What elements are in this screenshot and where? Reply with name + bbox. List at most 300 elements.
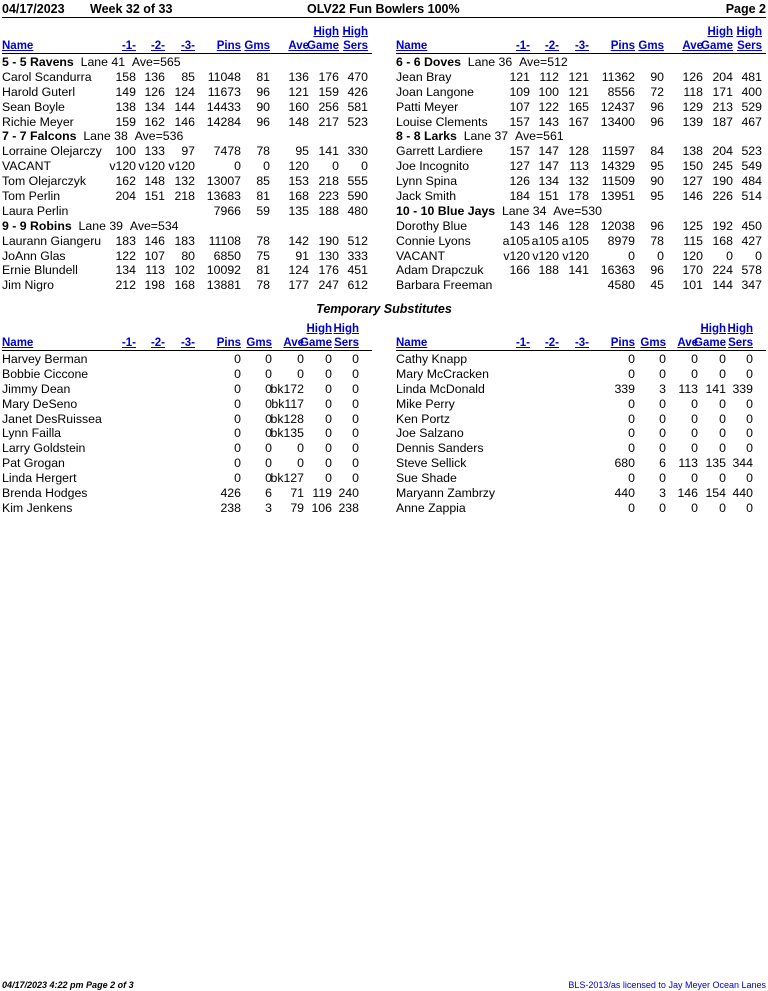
average: 0 xyxy=(691,411,698,426)
col-high-game-top: High xyxy=(700,323,726,335)
bowler-name: Dorothy Blue xyxy=(396,218,468,233)
bowler-name: Tom Olejarczyk xyxy=(2,174,87,189)
high-game: 192 xyxy=(712,218,733,233)
bowler-name: Harvey Berman xyxy=(2,352,88,366)
total-pins: 8556 xyxy=(607,84,635,99)
bowler-name: Kim Jenkens xyxy=(2,500,73,515)
games-played: 0 xyxy=(659,396,666,411)
high-game: 0 xyxy=(726,248,733,263)
average: 136 xyxy=(288,69,309,84)
high-series: 0 xyxy=(352,456,359,471)
high-game: 141 xyxy=(318,144,339,159)
column-header xyxy=(2,20,372,54)
high-series: 529 xyxy=(741,99,762,114)
game2-score: 146 xyxy=(144,233,165,248)
total-pins: 339 xyxy=(614,381,635,396)
col-high-series-header: Sers xyxy=(334,337,359,349)
game1-score: 166 xyxy=(509,263,530,278)
high-series: 549 xyxy=(741,159,762,174)
col-games-header: Gms xyxy=(638,40,664,52)
game3-score: 218 xyxy=(174,189,195,204)
game2-score: 122 xyxy=(538,99,559,114)
left-substitutes xyxy=(2,317,372,516)
bowler-name: Louise Clements xyxy=(396,114,488,129)
average: 146 xyxy=(682,189,703,204)
team-header xyxy=(396,55,766,70)
game3-score: 121 xyxy=(568,69,589,84)
table-row xyxy=(2,278,372,293)
bowler-name: Larry Goldstein xyxy=(2,441,86,456)
game3-score: 128 xyxy=(568,144,589,159)
footer-license: BLS-2013/as licensed to Jay Meyer Ocean Lanes xyxy=(568,980,766,990)
team-lane: Lane 37 xyxy=(463,129,509,144)
total-pins: 11108 xyxy=(208,233,241,248)
bowler-name: Mary DeSeno xyxy=(2,396,78,411)
games-played: 81 xyxy=(256,69,270,84)
week-label: Week 32 of 33 xyxy=(90,2,173,16)
bowler-name: Cathy Knapp xyxy=(396,352,468,366)
team-average: Ave=565 xyxy=(131,55,181,69)
game3-score: v120 xyxy=(562,248,589,263)
average: 127 xyxy=(682,174,703,189)
bowler-name: Anne Zappia xyxy=(396,500,466,515)
high-series: 0 xyxy=(352,366,359,381)
total-pins: 0 xyxy=(234,426,241,441)
average: 0 xyxy=(691,471,698,486)
games-played: 0 xyxy=(265,426,272,441)
team-label xyxy=(396,55,568,70)
high-series: 0 xyxy=(352,396,359,411)
high-game: 223 xyxy=(318,189,339,204)
col-high-series-header: Sers xyxy=(343,40,368,52)
col-game1-header: -1- xyxy=(121,40,136,52)
team-header xyxy=(2,55,372,70)
games-played: 3 xyxy=(659,381,666,396)
team-label xyxy=(2,219,179,234)
average: 91 xyxy=(295,248,309,263)
table-row xyxy=(396,174,766,189)
total-pins: 11048 xyxy=(207,69,241,84)
average: 160 xyxy=(288,99,309,114)
high-game: 213 xyxy=(712,99,733,114)
bowler-name: Jack Smith xyxy=(396,189,457,204)
col-games-header: Gms xyxy=(640,337,666,349)
games-played: 0 xyxy=(659,471,666,486)
game1-score: a105 xyxy=(502,233,530,248)
games-played: 84 xyxy=(650,144,664,159)
total-pins: 0 xyxy=(234,396,241,411)
total-pins: 0 xyxy=(234,471,241,486)
games-played: 0 xyxy=(659,500,666,515)
high-series: 467 xyxy=(741,114,762,129)
average: 170 xyxy=(682,263,703,278)
bowler-name: Mary McCracken xyxy=(396,366,489,381)
game3-score: v120 xyxy=(168,159,195,174)
games-played: 81 xyxy=(256,263,270,278)
game3-score: 80 xyxy=(181,248,195,263)
col-game3-header: -3- xyxy=(574,337,589,349)
table-row xyxy=(396,70,766,85)
game1-score: 100 xyxy=(115,144,136,159)
total-pins: 11509 xyxy=(601,174,635,189)
high-game: 0 xyxy=(719,426,726,441)
table-row xyxy=(396,159,766,174)
average: 0 xyxy=(691,500,698,515)
table-row xyxy=(2,159,372,174)
total-pins: 6850 xyxy=(213,248,241,263)
high-game: 204 xyxy=(712,144,733,159)
high-series: 578 xyxy=(741,263,762,278)
game1-score: 158 xyxy=(115,69,136,84)
average: 153 xyxy=(288,174,309,189)
col-high-game-top: High xyxy=(313,26,339,38)
report-date: 04/17/2023 xyxy=(2,2,65,16)
games-played: 90 xyxy=(650,69,664,84)
high-game: 226 xyxy=(712,189,733,204)
game1-score: 212 xyxy=(115,278,136,293)
high-game: 0 xyxy=(325,456,332,471)
game1-score: 157 xyxy=(509,144,530,159)
high-game: 0 xyxy=(325,411,332,426)
high-game: 144 xyxy=(712,278,733,293)
col-high-series-header: Sers xyxy=(737,40,762,52)
bowler-name: Joan Langone xyxy=(396,84,474,99)
high-game: 135 xyxy=(705,456,726,471)
game2-score: 147 xyxy=(538,159,559,174)
table-row xyxy=(2,426,372,441)
game2-score: 162 xyxy=(144,114,165,129)
average: 120 xyxy=(288,159,309,174)
high-series: 484 xyxy=(741,174,762,189)
team-lane: Lane 39 xyxy=(78,218,123,233)
table-row xyxy=(396,263,766,278)
average: 0 xyxy=(297,456,304,471)
bowler-name: Ernie Blundell xyxy=(2,263,78,278)
game1-score: 134 xyxy=(115,263,136,278)
games-played: 96 xyxy=(650,263,664,278)
games-played: 78 xyxy=(256,233,270,248)
col-name-header: Name xyxy=(2,40,34,52)
bowler-name: Richie Meyer xyxy=(2,114,74,129)
table-row xyxy=(2,382,372,397)
game2-score: 148 xyxy=(144,174,165,189)
total-pins: 0 xyxy=(628,441,635,456)
column-header xyxy=(2,317,372,351)
average: bk117 xyxy=(271,396,304,411)
game2-score: 151 xyxy=(538,189,559,204)
game3-score: 97 xyxy=(181,144,195,159)
team-name: 8 - 8 Larks xyxy=(396,129,457,144)
column-header xyxy=(396,317,766,351)
total-pins: 0 xyxy=(234,411,241,426)
col-high-series-header: Sers xyxy=(728,337,753,349)
high-series: 512 xyxy=(347,233,368,248)
games-played: 59 xyxy=(256,203,270,218)
team-average: Ave=534 xyxy=(129,218,179,233)
game3-score: 167 xyxy=(568,114,589,129)
page-number: Page 2 xyxy=(725,2,766,16)
high-game: 119 xyxy=(312,486,332,501)
average: 101 xyxy=(682,278,703,293)
average: bk127 xyxy=(270,471,304,486)
table-row xyxy=(396,397,766,412)
bowler-name: Connie Lyons xyxy=(396,233,471,248)
games-played: 0 xyxy=(265,396,272,411)
total-pins: 7966 xyxy=(213,203,241,218)
total-pins: 12038 xyxy=(600,218,635,233)
table-row xyxy=(396,100,766,115)
games-played: 96 xyxy=(256,84,270,99)
table-row xyxy=(2,471,372,486)
game3-score: a105 xyxy=(561,233,589,248)
table-row xyxy=(396,115,766,130)
team-lane: Lane 38 xyxy=(83,129,128,144)
high-game: 168 xyxy=(712,233,733,248)
high-series: 440 xyxy=(732,486,753,501)
game2-score: 151 xyxy=(144,189,165,204)
game2-score: 147 xyxy=(538,144,559,159)
total-pins: 0 xyxy=(628,352,635,366)
games-played: 0 xyxy=(659,366,666,381)
games-played: 0 xyxy=(265,366,272,381)
high-game: 0 xyxy=(719,441,726,456)
games-played: 3 xyxy=(659,486,666,501)
bowler-name: Barbara Freeman xyxy=(396,278,493,293)
table-row xyxy=(2,100,372,115)
table-row xyxy=(2,501,372,516)
games-played: 0 xyxy=(659,426,666,441)
total-pins: 8979 xyxy=(607,233,635,248)
games-played: 0 xyxy=(263,159,270,174)
bowler-name: JoAnn Glas xyxy=(2,248,66,263)
high-game: 0 xyxy=(325,441,332,456)
team-average: Ave=561 xyxy=(514,129,564,144)
game2-score: 112 xyxy=(539,69,559,84)
bowler-name: Maryann Zambrzy xyxy=(396,486,496,501)
game1-score: 184 xyxy=(509,189,530,204)
average: 146 xyxy=(677,486,698,501)
high-series: 0 xyxy=(746,411,753,426)
game2-score: 113 xyxy=(145,263,165,278)
team-lane: Lane 36 xyxy=(467,55,513,69)
games-played: 78 xyxy=(256,278,270,293)
col-high-game-header: Game xyxy=(300,337,332,349)
game3-score: 128 xyxy=(568,218,589,233)
high-series: 0 xyxy=(361,159,368,174)
bowler-name: Jimmy Dean xyxy=(2,381,71,396)
team-label xyxy=(396,204,602,219)
game3-score: 124 xyxy=(174,84,195,99)
game2-score: 134 xyxy=(538,174,559,189)
games-played: 75 xyxy=(256,248,270,263)
game2-score: 134 xyxy=(144,99,165,114)
high-series: 0 xyxy=(352,426,359,441)
game3-score: 132 xyxy=(174,174,195,189)
table-row xyxy=(2,144,372,159)
games-played: 0 xyxy=(265,441,272,456)
table-row xyxy=(2,456,372,471)
average: 139 xyxy=(682,114,703,129)
high-series: 514 xyxy=(741,189,762,204)
bowler-name: Joe Salzano xyxy=(396,426,464,441)
game3-score: 183 xyxy=(174,233,195,248)
game1-score: 183 xyxy=(115,233,136,248)
col-high-series-top: High xyxy=(736,26,762,38)
high-game: 245 xyxy=(712,159,733,174)
high-series: 612 xyxy=(347,278,368,293)
table-row xyxy=(396,189,766,204)
total-pins: 7478 xyxy=(213,144,241,159)
col-high-game-top: High xyxy=(306,323,332,335)
team-header xyxy=(396,129,766,144)
high-series: 590 xyxy=(347,189,368,204)
table-row xyxy=(396,352,766,367)
col-high-series-top: High xyxy=(342,26,368,38)
team-average: Ave=512 xyxy=(519,55,568,69)
game3-score: 146 xyxy=(174,114,195,129)
high-series: 0 xyxy=(755,248,762,263)
col-pins-header: Pins xyxy=(610,40,635,52)
col-average-header: Ave xyxy=(283,337,304,349)
high-series: 347 xyxy=(741,278,762,293)
high-game: 0 xyxy=(719,411,726,426)
total-pins: 426 xyxy=(220,486,241,501)
high-game: 0 xyxy=(325,471,332,486)
game2-score: v120 xyxy=(138,159,165,174)
high-series: 400 xyxy=(741,84,762,99)
col-game3-header: -3- xyxy=(574,40,589,52)
game3-score: 102 xyxy=(174,263,195,278)
game2-score: 146 xyxy=(538,218,559,233)
bowler-name: Ken Portz xyxy=(396,411,450,426)
games-played: 95 xyxy=(650,159,664,174)
game1-score: 149 xyxy=(115,84,136,99)
average: 0 xyxy=(691,352,698,366)
col-games-header: Gms xyxy=(246,337,272,349)
bowler-name: Laurann Giangeru xyxy=(2,233,102,248)
game3-score: 168 xyxy=(174,278,195,293)
high-series: 451 xyxy=(347,263,368,278)
bowler-name: Brenda Hodges xyxy=(2,486,88,501)
high-game: 0 xyxy=(719,352,726,366)
table-row xyxy=(2,174,372,189)
games-played: 81 xyxy=(256,189,270,204)
bowler-name: Adam Drapczuk xyxy=(396,263,484,278)
high-game: 176 xyxy=(318,263,339,278)
total-pins: 0 xyxy=(234,441,241,456)
average: 0 xyxy=(691,366,698,381)
total-pins: 0 xyxy=(234,456,241,471)
games-played: 0 xyxy=(659,441,666,456)
high-series: 450 xyxy=(741,218,762,233)
table-row xyxy=(396,85,766,100)
high-game: 0 xyxy=(719,396,726,411)
table-row xyxy=(396,412,766,427)
game2-score: 198 xyxy=(144,278,165,293)
bowler-name: Laura Perlin xyxy=(2,203,69,218)
average: 125 xyxy=(682,218,703,233)
games-played: 96 xyxy=(650,114,664,129)
average: 138 xyxy=(682,144,703,159)
average: 129 xyxy=(682,99,703,114)
high-series: 470 xyxy=(347,69,368,84)
high-series: 0 xyxy=(746,471,753,486)
high-series: 0 xyxy=(352,471,359,486)
col-game1-header: -1- xyxy=(515,40,530,52)
bowler-name: Pat Grogan xyxy=(2,456,65,471)
average: 0 xyxy=(691,441,698,456)
high-game: 218 xyxy=(318,174,339,189)
col-pins-header: Pins xyxy=(610,337,635,349)
average: 113 xyxy=(678,456,698,471)
high-series: 481 xyxy=(741,69,762,84)
game1-score: 107 xyxy=(509,99,530,114)
total-pins: 12437 xyxy=(600,99,635,114)
table-row xyxy=(396,501,766,516)
total-pins: 11362 xyxy=(601,69,635,84)
bowler-name: VACANT xyxy=(2,159,51,174)
table-row xyxy=(2,234,372,249)
table-row xyxy=(2,263,372,278)
col-game2-header: -2- xyxy=(150,337,165,349)
games-played: 96 xyxy=(256,114,270,129)
table-row xyxy=(396,441,766,456)
table-row xyxy=(396,456,766,471)
bowler-name: Linda Hergert xyxy=(2,471,77,486)
game3-score: 165 xyxy=(568,99,589,114)
average: 0 xyxy=(297,352,304,366)
games-played: 78 xyxy=(650,233,664,248)
game2-score: 133 xyxy=(144,144,165,159)
team-lane: Lane 41 xyxy=(80,55,126,69)
col-name-header: Name xyxy=(396,337,428,349)
games-played: 0 xyxy=(265,352,272,366)
table-row xyxy=(396,471,766,486)
average: 148 xyxy=(288,114,309,129)
average: 0 xyxy=(297,366,304,381)
games-played: 90 xyxy=(256,99,270,114)
table-row xyxy=(396,219,766,234)
games-played: 90 xyxy=(650,174,664,189)
high-game: 0 xyxy=(719,366,726,381)
col-name-header: Name xyxy=(396,40,428,52)
bowler-name: Steve Sellick xyxy=(396,456,467,471)
average: 71 xyxy=(290,486,304,501)
total-pins: 0 xyxy=(234,366,241,381)
game1-score: 122 xyxy=(115,248,136,263)
total-pins: 13683 xyxy=(206,189,241,204)
game2-score: 143 xyxy=(538,114,559,129)
game1-score: 109 xyxy=(509,84,530,99)
average: 135 xyxy=(288,203,309,218)
bowler-name: Harold Guterl xyxy=(2,84,76,99)
average: 115 xyxy=(683,233,703,248)
average: 0 xyxy=(691,396,698,411)
bowler-name: Joe Incognito xyxy=(396,159,470,174)
right-substitutes xyxy=(396,317,766,516)
col-high-series-top: High xyxy=(727,323,753,335)
col-game2-header: -2- xyxy=(544,337,559,349)
table-row xyxy=(2,397,372,412)
game1-score: 204 xyxy=(115,189,136,204)
table-row xyxy=(2,189,372,204)
game3-score: 178 xyxy=(568,189,589,204)
table-row xyxy=(2,249,372,264)
high-game: 190 xyxy=(318,233,339,248)
bowler-name: Lynn Spina xyxy=(396,174,458,189)
table-row xyxy=(396,486,766,501)
total-pins: 10092 xyxy=(206,263,241,278)
